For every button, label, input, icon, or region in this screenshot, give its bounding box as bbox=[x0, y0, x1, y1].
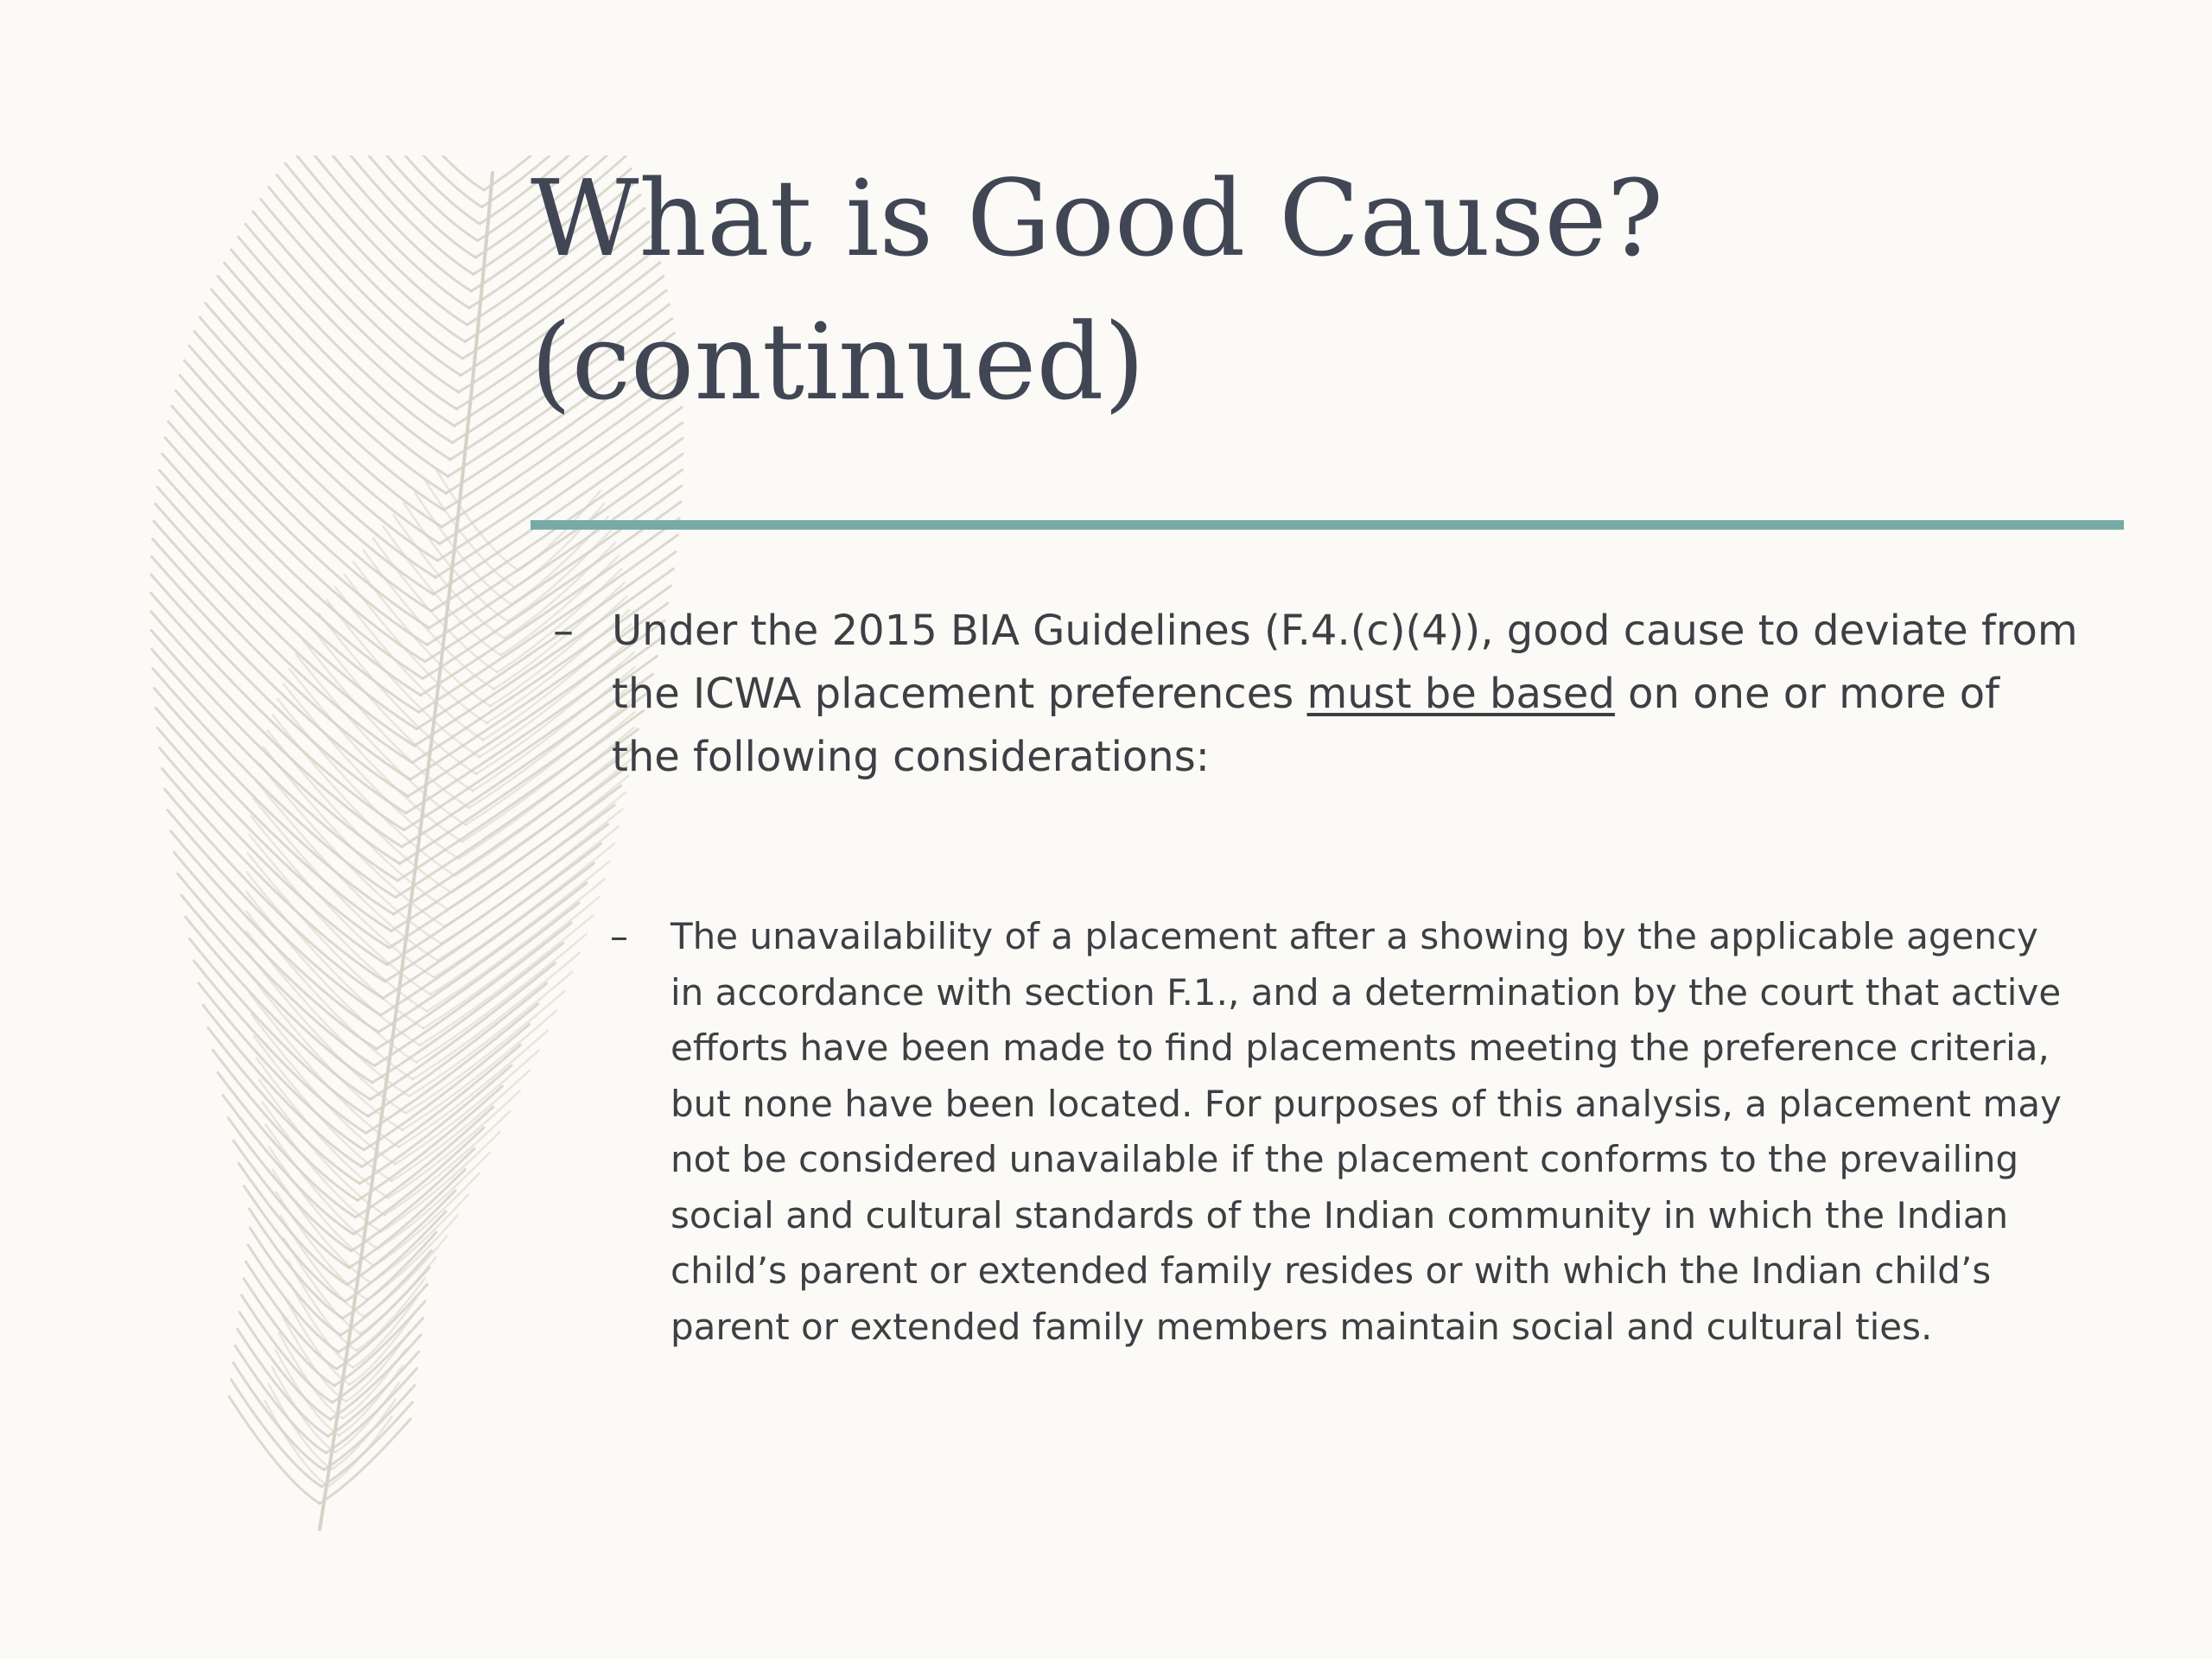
bullet-2-line: not be considered unavailable if the placement conforms to the prevailing bbox=[671, 1138, 2019, 1180]
bullet-2-line: The unavailability of a placement after a showing by the applicable agency bbox=[671, 915, 2038, 957]
dash-bullet-icon: – bbox=[610, 915, 628, 957]
feather-barb bbox=[410, 972, 572, 1096]
feather-barb bbox=[212, 289, 444, 510]
feather-barb bbox=[235, 1346, 326, 1453]
bullet-1-line-3: the following considerations: bbox=[612, 733, 1210, 781]
feather-barb bbox=[218, 276, 446, 493]
title-divider bbox=[531, 520, 2124, 530]
title-line-1: What is Good Cause? bbox=[531, 157, 1664, 280]
bullet-2-line: social and cultural standards of the Indian community in which the Indian bbox=[671, 1193, 2009, 1236]
feather-barb bbox=[231, 1380, 321, 1487]
bullet-2-line: child’s parent or extended family resides or with which the Indian child’s bbox=[671, 1249, 1992, 1292]
feather-barb bbox=[229, 1396, 320, 1503]
feather-barb bbox=[265, 1401, 329, 1486]
bullet-1-line-2-start: the ICWA placement preferences bbox=[612, 670, 1307, 718]
feather-barb bbox=[359, 1065, 512, 1184]
bullet-2-line: but none have been located. For purposes of this analysis, a placement may bbox=[671, 1082, 2062, 1125]
underlined-phrase: must be based bbox=[1306, 670, 1615, 718]
bullet-1-line-2-end: on one or more of bbox=[1614, 670, 2000, 718]
feather-barb bbox=[225, 263, 448, 476]
bullet-level-2-text bbox=[671, 909, 2131, 1355]
feather-barb bbox=[277, 699, 454, 875]
bullet-1-line-1: Under the 2015 BIA Guidelines (F.4.(c)(4)), good cause to deviate from bbox=[612, 607, 2078, 655]
feather-barb bbox=[189, 939, 368, 1116]
feather-barb bbox=[206, 303, 442, 527]
feather-barb bbox=[321, 156, 474, 274]
title-line-2: (continued) bbox=[531, 301, 1146, 423]
feather-barb bbox=[294, 156, 467, 325]
dash-bullet-icon: – bbox=[553, 607, 574, 655]
bullet-1-line-2 bbox=[612, 663, 2133, 726]
slide-title bbox=[531, 147, 2172, 434]
bullet-2-line: efforts have been made to find placements meeting the preference criteria, bbox=[671, 1027, 2050, 1069]
bullet-level-1-text bbox=[612, 600, 2133, 789]
bullet-2-line: in accordance with section F.1., and a determination by the court that active bbox=[671, 970, 2062, 1014]
bullet-2-line: parent or extended family members maintain social and cultural ties. bbox=[671, 1305, 1933, 1348]
